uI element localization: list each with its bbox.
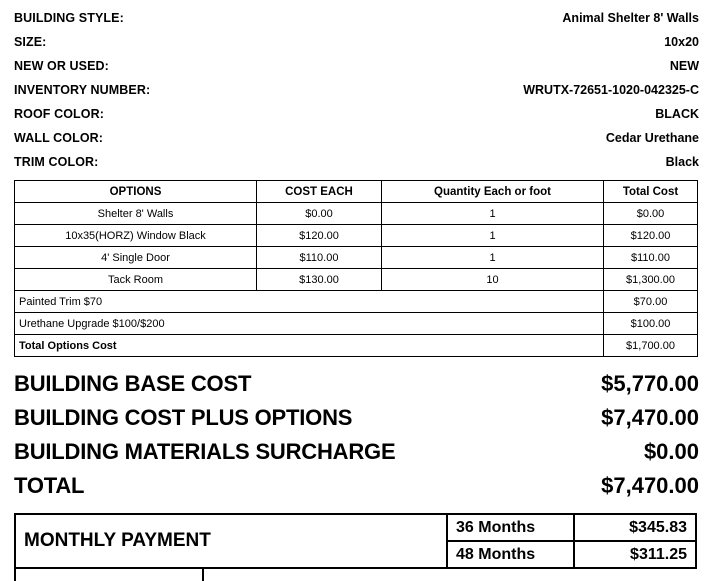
cell-total-cost: $70.00 <box>604 291 698 313</box>
page-bottom-partial-row <box>14 569 204 581</box>
cell-total-cost: $100.00 <box>604 313 698 335</box>
cell-total-cost: $1,300.00 <box>604 269 698 291</box>
spec-label-size: SIZE: <box>14 35 47 49</box>
spec-row-inventory-number <box>14 78 701 102</box>
cell-quantity: 1 <box>382 203 604 225</box>
cell-cost-each: $0.00 <box>257 203 382 225</box>
spec-label-new-or-used: NEW OR USED: <box>14 59 109 73</box>
cell-option: Tack Room <box>15 269 257 291</box>
column-header-cost-each: COST EACH <box>257 181 382 203</box>
spec-label-inventory-number: INVENTORY NUMBER: <box>14 83 151 97</box>
column-header-quantity: Quantity Each or foot <box>382 181 604 203</box>
table-row <box>15 203 698 225</box>
monthly-payment-terms <box>446 515 695 567</box>
cell-total-options-label: Total Options Cost <box>15 335 604 357</box>
total-line-building-cost-plus-options <box>14 401 701 435</box>
cell-option-note: Urethane Upgrade $100/$200 <box>15 313 604 335</box>
column-header-options: OPTIONS <box>15 181 257 203</box>
cell-option: 10x35(HORZ) Window Black <box>15 225 257 247</box>
spec-row-roof-color <box>14 102 701 126</box>
table-row-total-options-cost <box>15 335 698 357</box>
total-value-total: $7,470.00 <box>601 473 699 498</box>
spec-label-building-style: BUILDING STYLE: <box>14 11 124 25</box>
monthly-payment-label: MONTHLY PAYMENT <box>24 530 211 551</box>
total-value-building-materials-surcharge: $0.00 <box>643 439 699 464</box>
cell-total-options-value: $1,700.00 <box>604 335 698 357</box>
total-line-building-base-cost <box>14 367 701 401</box>
cell-total-cost: $110.00 <box>604 247 698 269</box>
monthly-term-row-36 <box>446 515 695 540</box>
spec-value-building-style: Animal Shelter 8' Walls <box>562 11 699 25</box>
total-line-building-materials-surcharge <box>14 435 701 469</box>
spec-value-roof-color: BLACK <box>655 107 699 121</box>
table-row <box>15 269 698 291</box>
building-specs <box>14 6 701 174</box>
cell-quantity: 1 <box>382 247 604 269</box>
total-line-total <box>14 469 701 503</box>
cell-total-cost: $0.00 <box>604 203 698 225</box>
column-header-total-cost: Total Cost <box>604 181 698 203</box>
spec-value-trim-color: Black <box>665 155 699 169</box>
cell-cost-each: $110.00 <box>257 247 382 269</box>
term-amount-48-months: $311.25 <box>573 542 695 567</box>
total-label-building-cost-plus-options: BUILDING COST PLUS OPTIONS <box>14 405 353 430</box>
spec-row-new-or-used <box>14 54 701 78</box>
spec-row-building-style <box>14 6 701 30</box>
cell-cost-each: $120.00 <box>257 225 382 247</box>
cell-option-note: Painted Trim $70 <box>15 291 604 313</box>
total-label-building-materials-surcharge: BUILDING MATERIALS SURCHARGE <box>14 439 396 464</box>
total-label-building-base-cost: BUILDING BASE COST <box>14 371 252 396</box>
spec-row-trim-color <box>14 150 701 174</box>
table-row <box>15 225 698 247</box>
options-table <box>14 180 698 357</box>
total-label-total: TOTAL <box>14 473 85 498</box>
spec-label-trim-color: TRIM COLOR: <box>14 155 99 169</box>
options-table-header-row <box>15 181 698 203</box>
monthly-term-row-48 <box>446 540 695 567</box>
cell-total-cost: $120.00 <box>604 225 698 247</box>
total-value-building-base-cost: $5,770.00 <box>601 371 699 396</box>
cell-quantity: 1 <box>382 225 604 247</box>
spec-value-size: 10x20 <box>664 35 699 49</box>
spec-value-wall-color: Cedar Urethane <box>605 131 699 145</box>
term-name-48-months: 48 Months <box>456 545 536 563</box>
monthly-payment-block <box>14 513 697 569</box>
spec-value-inventory-number: WRUTX-72651-1020-042325-C <box>523 83 699 97</box>
cell-option: Shelter 8' Walls <box>15 203 257 225</box>
cell-quantity: 10 <box>382 269 604 291</box>
spec-row-size <box>14 30 701 54</box>
term-amount-36-months: $345.83 <box>573 515 695 540</box>
spec-row-wall-color <box>14 126 701 150</box>
totals-section <box>14 367 701 503</box>
term-name-36-months: 36 Months <box>456 518 536 536</box>
table-row-painted-trim <box>15 291 698 313</box>
cell-option: 4' Single Door <box>15 247 257 269</box>
table-row <box>15 247 698 269</box>
total-value-building-cost-plus-options: $7,470.00 <box>601 405 699 430</box>
spec-value-new-or-used: NEW <box>669 59 699 73</box>
spec-label-wall-color: WALL COLOR: <box>14 131 104 145</box>
table-row-urethane-upgrade <box>15 313 698 335</box>
cell-cost-each: $130.00 <box>257 269 382 291</box>
spec-label-roof-color: ROOF COLOR: <box>14 107 104 121</box>
